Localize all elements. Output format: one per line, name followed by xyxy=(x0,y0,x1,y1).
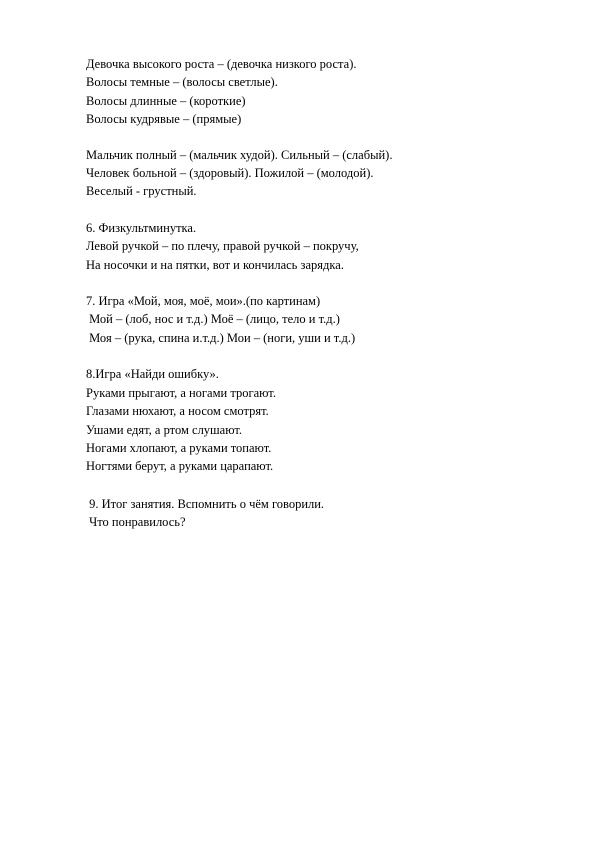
document-page xyxy=(86,55,506,550)
text-line: На носочки и на пятки, вот и кончилась зарядка. xyxy=(86,257,344,272)
text-line: Глазами нюхают, а носом смотрят. xyxy=(86,404,269,419)
game-my-section xyxy=(86,292,506,347)
text-line: Ногтями берут, а руками царапают. xyxy=(86,459,274,474)
antonyms-boy-section xyxy=(86,146,506,201)
exercise-break-section xyxy=(86,219,506,274)
text-line: Волосы темные – (волосы светлые). xyxy=(86,75,278,90)
text-line: Волосы длинные – (короткие) xyxy=(86,93,246,108)
text-line: Веселый - грустный. xyxy=(86,184,197,199)
game-find-mistake-section xyxy=(86,365,506,475)
text-line: Мой – (лоб, нос и т.д.) Моё – (лицо, тело и т.д.) xyxy=(86,312,340,327)
section-heading: 9. Итог занятия. Вспомнить о чём говорили. xyxy=(86,496,325,511)
text-line: Волосы кудрявые – (прямые) xyxy=(86,112,242,127)
text-line: Мальчик полный – (мальчик худой). Сильный – (слабый). xyxy=(86,147,393,162)
text-line: Девочка высокого роста – (девочка низкого роста). xyxy=(86,57,357,71)
section-heading: 7. Игра «Мой, моя, моё, мои».(по картинам) xyxy=(86,294,321,309)
text-line: Человек больной – (здоровый). Пожилой – (молодой). xyxy=(86,166,374,181)
text-line: Ногами хлопают, а руками топают. xyxy=(86,440,272,455)
antonyms-girl-section xyxy=(86,55,506,129)
section-heading: 6. Физкультминутка. xyxy=(86,220,197,235)
text-line: Левой ручкой – по плечу, правой ручкой – покручу, xyxy=(86,239,359,254)
text-line: Моя – (рука, спина и.т.д.) Мои – (ноги, уши и т.д.) xyxy=(86,330,356,345)
text-line: Что понравилось? xyxy=(86,515,186,530)
text-line: Руками прыгают, а ногами трогают. xyxy=(86,385,276,400)
section-heading: 8.Игра «Найди ошибку». xyxy=(86,367,219,382)
text-line: Ушами едят, а ртом слушают. xyxy=(86,422,243,437)
lesson-summary-section xyxy=(86,495,506,532)
